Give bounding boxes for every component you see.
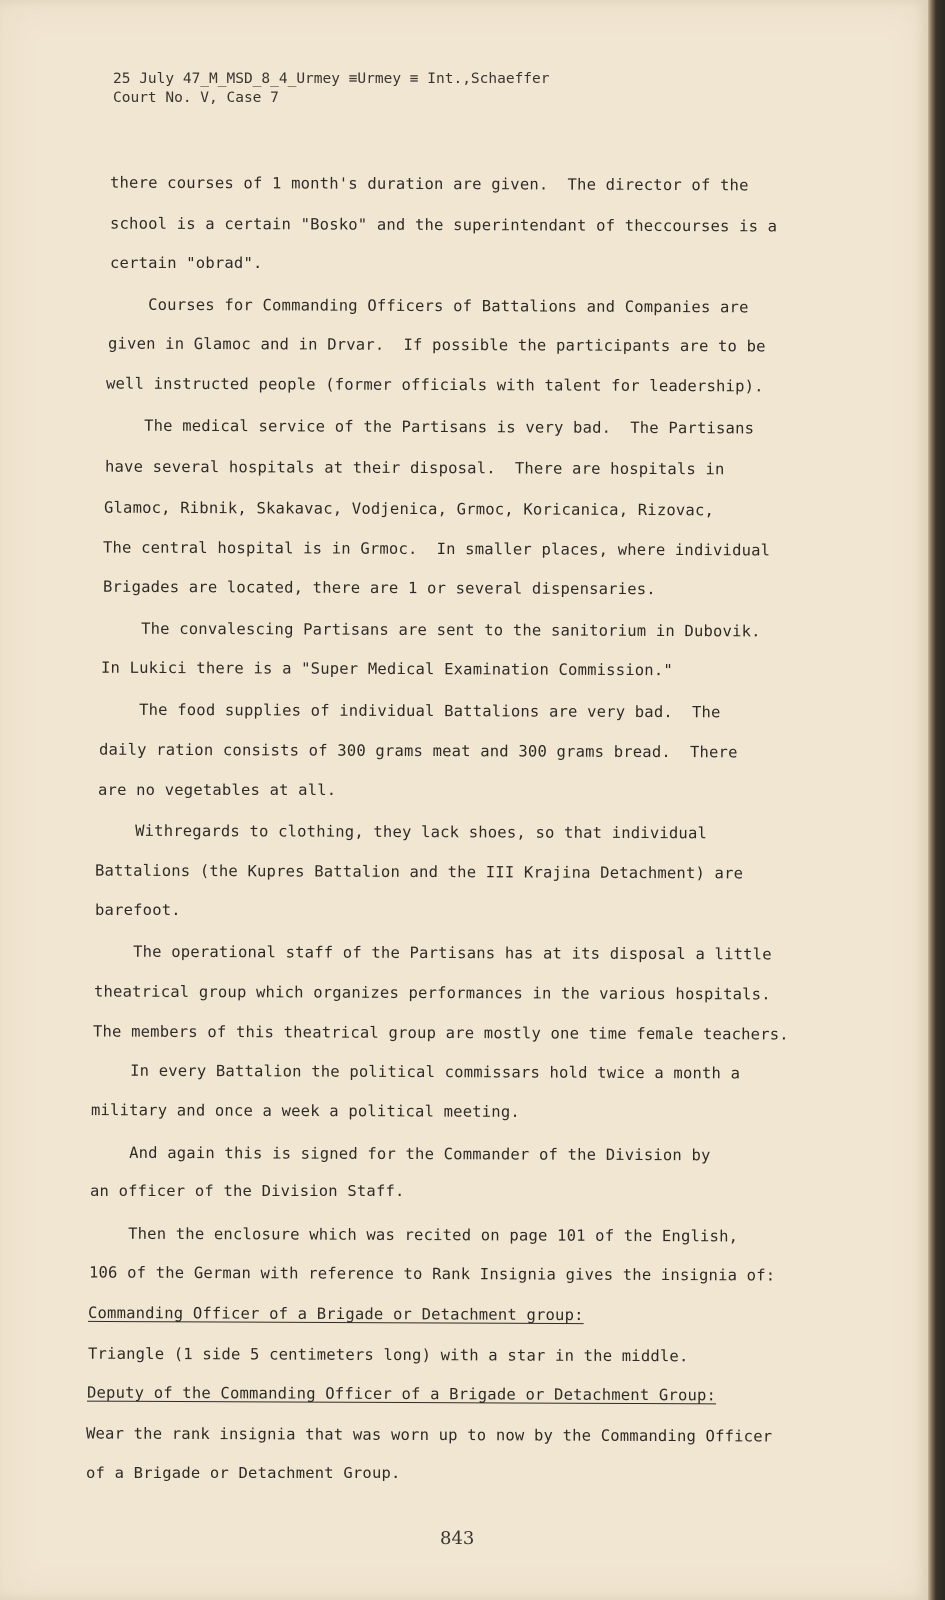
body-line: The medical service of the Partisans is very bad. The Partisans	[105, 416, 755, 438]
body-line: an officer of the Division Staff.	[90, 1182, 405, 1200]
body-line: have several hospitals at their disposal. There are hospitals in	[104, 457, 725, 479]
body-line: barefoot.	[95, 901, 181, 919]
heading-commanding-officer: Commanding Officer of a Brigade or Detachment group:	[87, 1303, 584, 1325]
heading-deputy-commanding-officer: Deputy of the Commanding Officer of a Brigade or Detachment Group:	[86, 1383, 717, 1405]
body-line: 106 of the German with reference to Rank Insignia gives the insignia of:	[88, 1263, 776, 1285]
body-line: school is a certain "Bosko" and the superintendant of theccourses is a	[109, 214, 778, 236]
body-line: The convalescing Partisans are sent to the sanitorium in Dubovik.	[102, 619, 761, 641]
body-line: The members of this theatrical group are mostly one time female teachers.	[92, 1022, 789, 1044]
body-line: Battalions (the Kupres Battalion and the III Krajina Detachment) are	[94, 861, 744, 883]
body-line: are no vegetables at all.	[98, 781, 337, 799]
page-number: 843	[440, 1528, 475, 1549]
body-line: Triangle (1 side 5 centimeters long) with a star in the middle.	[87, 1344, 689, 1366]
body-line: Brigades are located, there are 1 or several dispensaries.	[102, 577, 656, 599]
body-line: of a Brigade or Detachment Group.	[86, 1464, 401, 1482]
body-line: In every Battalion the political commissars hold twice a month a	[91, 1061, 741, 1083]
body-line: The operational staff of the Partisans has at its disposal a little	[94, 942, 772, 964]
body-line: given in Glamoc and in Drvar. If possible the participants are to be	[107, 334, 766, 356]
body-line: In Lukici there is a "Super Medical Examination Commission."	[100, 658, 673, 680]
body-line: there courses of 1 month's duration are given. The director of the	[109, 173, 749, 195]
body-line: well instructed people (former officials with talent for leadership).	[105, 374, 764, 396]
body-line: theatrical group which organizes performances in the various hospitals.	[93, 982, 771, 1004]
body-line: Withregards to clothing, they lack shoes, so that individual	[96, 821, 708, 843]
body-line: Courses for Commanding Officers of Battalions and Companies are	[109, 295, 749, 317]
body-line: military and once a week a political meeting.	[90, 1101, 520, 1121]
body-line: daily ration consists of 300 grams meat and 300 grams bread. There	[98, 740, 738, 762]
header-line-1: 25 July 47_M_MSD_8_4_Urmey ≡Urmey ≡ Int.,Schaeffer	[113, 71, 550, 87]
body-line: Then the enclosure which was recited on page 101 of the English,	[89, 1224, 739, 1246]
body-line: The food supplies of individual Battalions are very bad. The	[100, 700, 721, 722]
header-line-2: Court No. V, Case 7	[113, 90, 279, 106]
body-line: Glamoc, Ribnik, Skakavac, Vodjenica, Grmoc, Koricanica, Rizovac,	[103, 498, 715, 520]
body-line: The central hospital is in Grmoc. In smaller places, where individual	[102, 538, 771, 560]
page-edge	[928, 0, 945, 1600]
body-line: Wear the rank insignia that was worn up to now by the Commanding Officer	[85, 1424, 773, 1446]
body-line: And again this is signed for the Commander of the Division by	[90, 1143, 711, 1165]
body-line: certain "obrad".	[110, 254, 263, 272]
